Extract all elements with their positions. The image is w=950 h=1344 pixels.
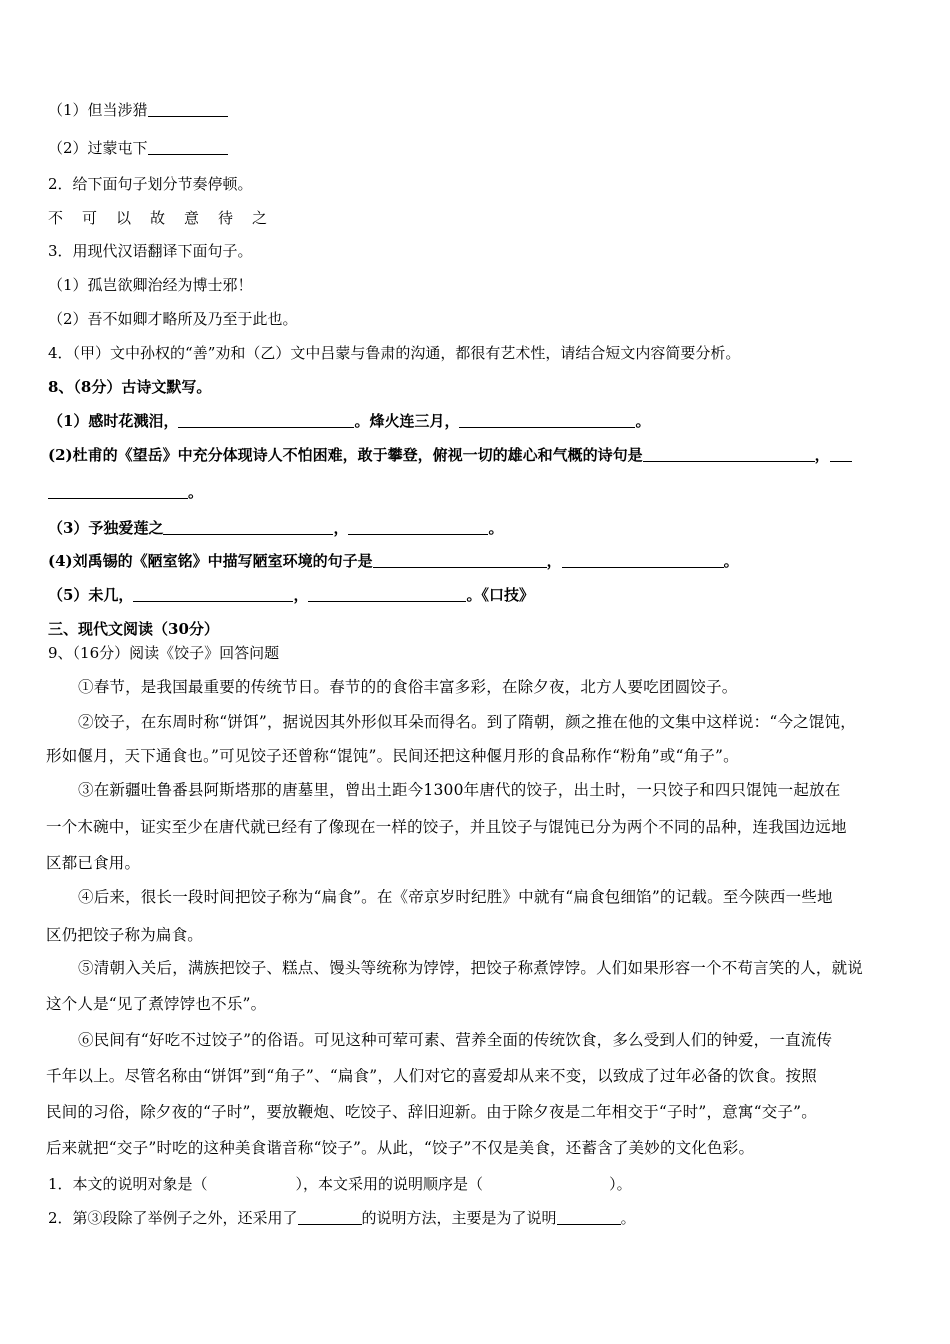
q8-line-2-cont xyxy=(48,482,203,502)
answer-blank[interactable] xyxy=(133,586,293,602)
rq1-b: ），本文采用的说明顺序是（ xyxy=(295,1175,484,1193)
rhythm-char: 不 xyxy=(48,209,64,227)
reading-question-2 xyxy=(48,1208,636,1228)
q7-question-3-1: （1）孤岂欲卿治经为博士邪！ xyxy=(48,276,253,294)
q8-l5-c: 。《口技》 xyxy=(466,586,534,604)
paragraph-6-line: 千年以上。尽管名称由“饼饵”到“角子”、“扁食”，人们对它的喜爱却从来不变，以致成了过年必备的饮食。按照 xyxy=(46,1067,817,1085)
q8-l1-a: （1）感时花溅泪， xyxy=(48,412,179,430)
q8-line-1 xyxy=(48,411,650,431)
paragraph-2-line: 形如偃月，天下通食也。”可见饺子还曾称“馄饨”。民间还把这种偃月形的食品称作“粉角”或“角子”。 xyxy=(46,747,739,765)
rq2-b: 的说明方法，主要是为了说明 xyxy=(361,1209,557,1227)
q8-l2-end: 。 xyxy=(188,483,204,501)
answer-blank[interactable] xyxy=(459,412,635,428)
answer-blank[interactable] xyxy=(178,412,354,428)
q8-l3-b: ， xyxy=(333,519,349,537)
paragraph-6-line: 后来就把“交子”时吃的这种美食谐音称“饺子”。从此，“饺子”不仅是美食，还蓄含了美妙的文化色彩。 xyxy=(46,1139,755,1157)
q8-line-4 xyxy=(48,551,739,571)
rhythm-char: 可 xyxy=(82,209,98,227)
rhythm-sentence xyxy=(48,208,286,228)
q8-l1-b: 。烽火连三月， xyxy=(354,412,460,430)
paragraph-6-line: 民间的习俗，除夕夜的“子时”，要放鞭炮、吃饺子、辞旧迎新。由于除夕夜是二年相交于“子时”，意寓“交子”。 xyxy=(46,1103,817,1121)
q8-l3-a: （3）予独爱莲之 xyxy=(48,519,164,537)
rq1-a: 1．本文的说明对象是（ xyxy=(48,1175,208,1193)
paragraph-3-line: 一个木碗中，证实至少在唐代就已经有了像现在一样的饺子，并且饺子与馄饨已分为两个不同的品种，连我国边远地 xyxy=(46,818,847,836)
rq1-c: ）。 xyxy=(609,1175,632,1193)
answer-blank[interactable] xyxy=(348,519,488,535)
paragraph-1-line: ①春节，是我国最重要的传统节日。春节的的食俗丰富多彩，在除夕夜，北方人要吃团圆饺子。 xyxy=(78,678,738,696)
answer-blank[interactable] xyxy=(148,139,228,155)
q8-l2-a: (2)杜甫的《望岳》中充分体现诗人不怕困难，敢于攀登，俯视一切的雄心和气概的诗句是 xyxy=(48,446,643,464)
q7-sub2-label: （2）过蒙屯下 xyxy=(48,139,148,157)
answer-blank[interactable] xyxy=(557,1209,621,1225)
rhythm-char: 意 xyxy=(184,209,200,227)
rhythm-char: 以 xyxy=(116,209,132,227)
answer-blank[interactable] xyxy=(148,101,228,117)
answer-blank[interactable] xyxy=(163,519,333,535)
rhythm-char: 之 xyxy=(252,209,268,227)
q7-question-3-2: （2）吾不如卿才略所及乃至于此也。 xyxy=(48,310,298,328)
q8-l5-a: （5）未几， xyxy=(48,586,134,604)
paragraph-5-line: ⑤清朝入关后，满族把饺子、糕点、馒头等统称为饽饽，把饺子称煮饽饽。人们如果形容一个不苟言笑的人，就说 xyxy=(78,959,864,977)
q8-l3-c: 。 xyxy=(488,519,504,537)
q8-l5-b: ， xyxy=(293,586,309,604)
reading-question-1 xyxy=(48,1174,632,1194)
answer-blank[interactable] xyxy=(308,586,466,602)
q7-sub1-line xyxy=(48,100,228,120)
q8-title: 8、（8分）古诗文默写。 xyxy=(48,378,212,396)
paragraph-5-line: 这个人是“见了煮饽饽也不乐”。 xyxy=(46,995,267,1013)
rq2-c: 。 xyxy=(620,1209,636,1227)
rhythm-char: 待 xyxy=(218,209,234,227)
paragraph-2-line: ②饺子，在东周时称“饼饵”，据说因其外形似耳朵而得名。到了隋朝，颜之推在他的文集中这样说：“今之馄饨， xyxy=(78,713,856,731)
answer-blank[interactable] xyxy=(48,483,188,499)
q7-sub1-label: （1）但当涉猎 xyxy=(48,101,148,119)
q7-question-4: 4．（甲）文中孙权的“善”劝和（乙）文中吕蒙与鲁肃的沟通，都很有艺术性，请结合短文内容简要分析。 xyxy=(48,344,741,362)
paragraph-4-line: 区仍把饺子称为扁食。 xyxy=(46,926,204,944)
q7-question-2: 2．给下面句子划分节奏停顿。 xyxy=(48,175,253,193)
q8-line-5 xyxy=(48,585,534,605)
q7-sub2-line xyxy=(48,138,228,158)
q8-l4-a: (4)刘禹锡的《陋室铭》中描写陋室环境的句子是 xyxy=(48,552,373,570)
answer-blank[interactable] xyxy=(830,446,852,462)
section-title: 三、现代文阅读（30分） xyxy=(48,620,219,638)
rq2-a: 2．第③段除了举例子之外，还采用了 xyxy=(48,1209,298,1227)
answer-blank[interactable] xyxy=(298,1209,362,1225)
paragraph-3-line: 区都已食用。 xyxy=(46,854,141,872)
q8-l1-c: 。 xyxy=(635,412,651,430)
paragraph-4-line: ④后来，很长一段时间把饺子称为“扁食”。在《帝京岁时纪胜》中就有“扁食包细馅”的记载。至今陕西一些地 xyxy=(78,888,833,906)
answer-blank[interactable] xyxy=(373,552,547,568)
paragraph-3-line: ③在新疆吐鲁番县阿斯塔那的唐墓里，曾出土距今1300年唐代的饺子，出土时，一只饺子和四只馄饨一起放在 xyxy=(78,781,841,799)
answer-blank[interactable] xyxy=(562,552,724,568)
q8-line-3 xyxy=(48,518,503,538)
q8-line-2 xyxy=(48,445,852,465)
rhythm-char: 故 xyxy=(150,209,166,227)
q8-l4-b: ， xyxy=(546,552,562,570)
answer-blank[interactable] xyxy=(643,446,815,462)
q7-question-3: 3．用现代汉语翻译下面句子。 xyxy=(48,242,253,260)
q9-title: 9、（16分）阅读《饺子》回答问题 xyxy=(48,644,280,662)
q8-l4-c: 。 xyxy=(723,552,739,570)
paragraph-6-line: ⑥民间有“好吃不过饺子”的俗语。可见这种可荤可素、营养全面的传统饮食，多么受到人们的钟爱，一直流传 xyxy=(78,1031,833,1049)
q8-l2-b: ， xyxy=(814,446,830,464)
